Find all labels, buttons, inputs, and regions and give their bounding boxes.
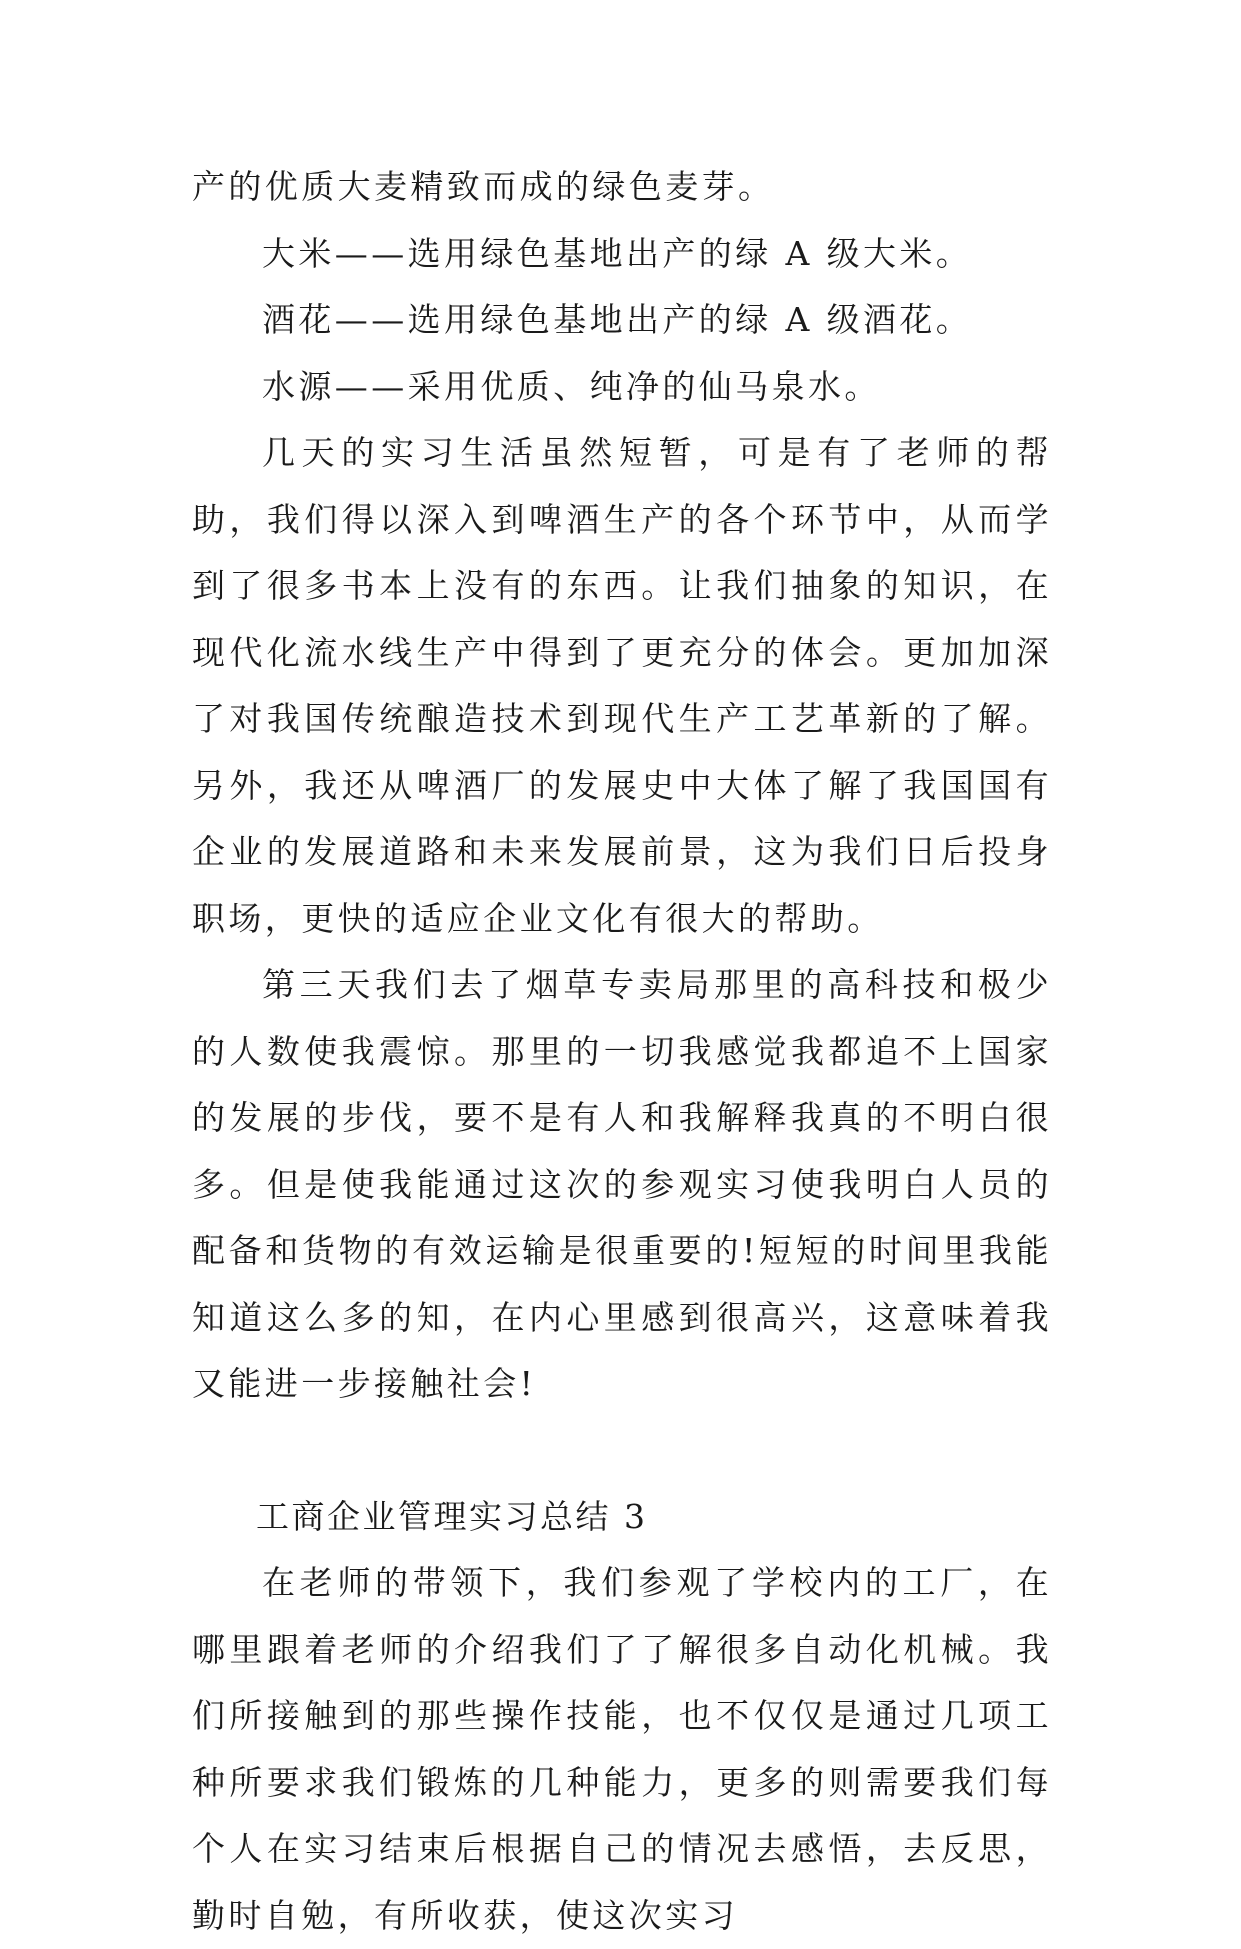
body-text	[192, 154, 1052, 1949]
paragraph-internship-reflection: 几天的实习生活虽然短暂，可是有了老师的帮助，我们得以深入到啤酒生产的各个环节中，从而学到了很多书本上没有的东西。让我们抽象的知识，在现代化流水线生产中得到了更充分的体会。更加加深了对我国传统酿造技术到现代生产工艺革新的了解。另外，我还从啤酒厂的发展史中大体了解了我国国有企业的发展道路和未来发展前景，这为我们日后投身职场，更快的适应企业文化有很大的帮助。	[192, 433, 1052, 938]
paragraph-rice: 大米——选用绿色基地出产的绿 A 级大米。	[262, 233, 973, 273]
paragraph-tobacco-bureau-visit: 第三天我们去了烟草专卖局那里的高科技和极少的人数使我震惊。那里的一切我感觉我都追不上国家的发展的步伐，要不是有人和我解释我真的不明白很多。但是使我能通过这次的参观实习使我明白人员的配备和货物的有效运输是很重要的!短短的时间里我能知道这么多的知，在内心里感到很高兴，这意味着我又能进一步接触社会!	[192, 965, 1052, 1403]
section-heading: 工商企业管理实习总结 3	[256, 1496, 648, 1536]
paragraph-malt-continued: 产的优质大麦精致而成的绿色麦芽。	[192, 167, 775, 206]
paragraph-school-factory-visit: 在老师的带领下，我们参观了学校内的工厂，在哪里跟着老师的介绍我们了了解很多自动化机械。我们所接触到的那些操作技能，也不仅仅是通过几项工种所要求我们锻炼的几种能力，更多的则需要我们每个人在实习结束后根据自己的情况去感悟，去反思，勤时自勉，有所收获，使这次实习	[192, 1563, 1052, 1935]
paragraph-hops: 酒花——选用绿色基地出产的绿 A 级酒花。	[262, 300, 973, 339]
paragraph-water-source: 水源——采用优质、纯净的仙马泉水。	[262, 366, 881, 406]
section-spacer	[192, 1418, 1052, 1484]
